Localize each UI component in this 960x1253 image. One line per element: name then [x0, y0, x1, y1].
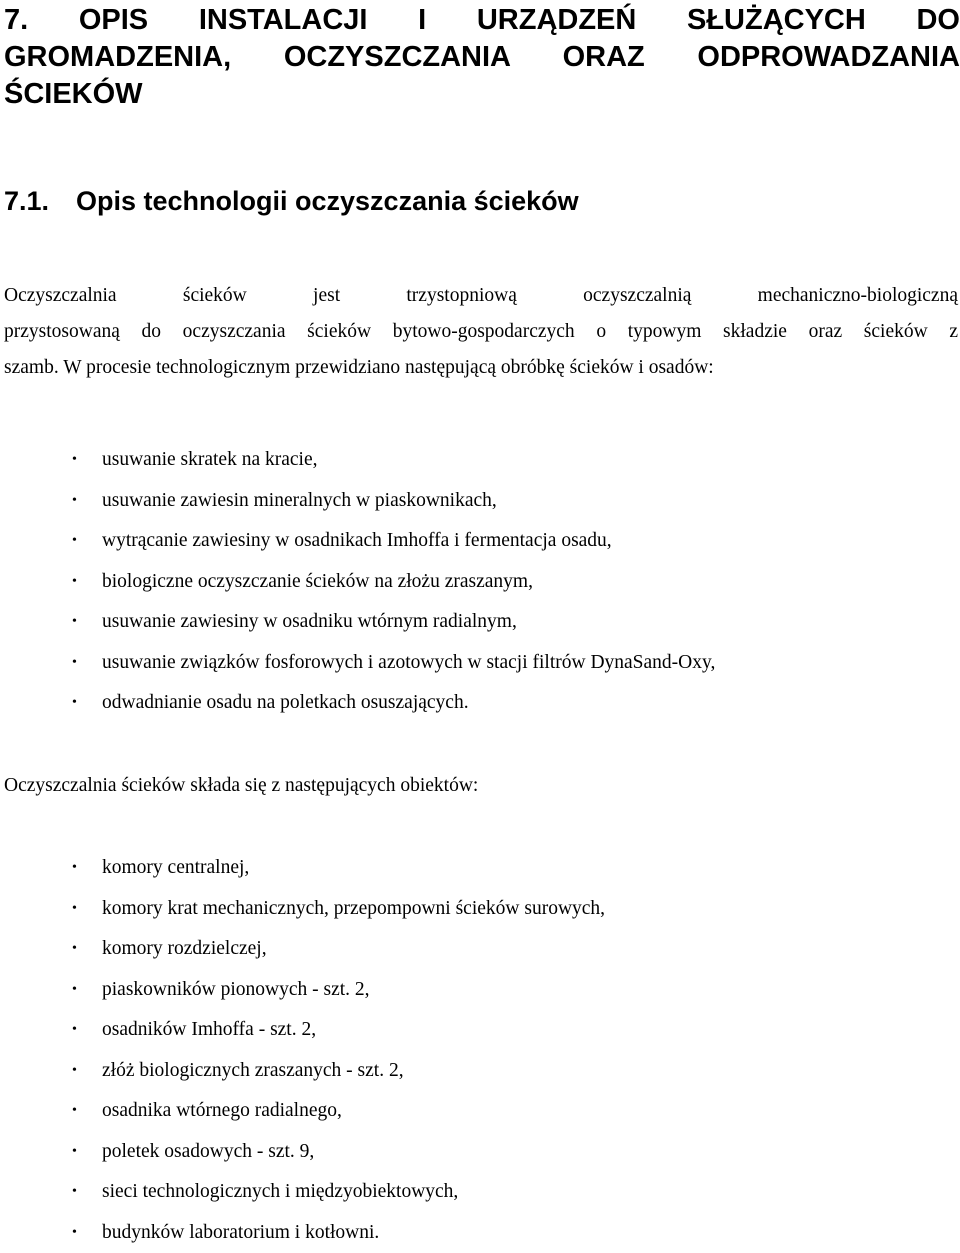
list-item: • wytrącanie zawiesiny w osadnikach Imhoffa i fermentacja osadu, [0, 521, 715, 562]
bullet-icon: • [72, 602, 77, 643]
chapter-title-line-3: ŚCIEKÓW [4, 76, 960, 113]
objects-intro-text: Oczyszczalnia ścieków składa się z następujących obiektów: [4, 768, 958, 804]
list-item: • piaskowników pionowych - szt. 2, [0, 970, 605, 1011]
bullet-icon: • [72, 683, 77, 724]
bullet-icon: • [72, 1132, 77, 1173]
section-title-text: Opis technologii oczyszczania ścieków [76, 186, 579, 216]
list-item: • usuwanie związków fosforowych i azotowych w stacji filtrów DynaSand-Oxy, [0, 643, 715, 684]
bullet-icon: • [72, 1051, 77, 1092]
bullet-icon: • [72, 1172, 77, 1213]
list-item: • komory centralnej, [0, 848, 605, 889]
list-item: • komory krat mechanicznych, przepompowni ścieków surowych, [0, 889, 605, 930]
list-item: • budynków laboratorium i kotłowni. [0, 1213, 605, 1253]
chapter-title-line-2: GROMADZENIA, OCZYSZCZANIA ORAZ ODPROWADZANIA [4, 39, 960, 76]
list-item: • poletek osadowych - szt. 9, [0, 1132, 605, 1173]
section-title [4, 183, 579, 219]
process-list [0, 440, 715, 724]
list-item: • usuwanie zawiesiny w osadniku wtórnym radialnym, [0, 602, 715, 643]
bullet-icon: • [72, 521, 77, 562]
list-item: • odwadnianie osadu na poletkach osuszających. [0, 683, 715, 724]
chapter-title-line-1: 7. OPIS INSTALACJI I URZĄDZEŃ SŁUŻĄCYCH DO [4, 2, 960, 39]
list-item: • usuwanie zawiesin mineralnych w piaskownikach, [0, 481, 715, 522]
bullet-icon: • [72, 889, 77, 930]
chapter-title [4, 2, 960, 113]
bullet-icon: • [72, 929, 77, 970]
section-number: 7.1. [4, 183, 76, 219]
list-item: • sieci technologicznych i międzyobiektowych, [0, 1172, 605, 1213]
bullet-icon: • [72, 970, 77, 1011]
intro-line-3: szamb. W procesie technologicznym przewidziano następującą obróbkę ścieków i osadów: [4, 350, 958, 386]
bullet-icon: • [72, 643, 77, 684]
bullet-icon: • [72, 1213, 77, 1253]
list-item: • złóż biologicznych zraszanych - szt. 2, [0, 1051, 605, 1092]
bullet-icon: • [72, 1091, 77, 1132]
intro-line-2: przystosowaną do oczyszczania ścieków bytowo-gospodarczych o typowym składzie oraz ścieków z [4, 314, 958, 350]
bullet-icon: • [72, 440, 77, 481]
list-item: • usuwanie skratek na kracie, [0, 440, 715, 481]
bullet-icon: • [72, 562, 77, 603]
list-item: • biologiczne oczyszczanie ścieków na złożu zraszanym, [0, 562, 715, 603]
intro-paragraph [4, 278, 958, 386]
bullet-icon: • [72, 481, 77, 522]
bullet-icon: • [72, 1010, 77, 1051]
intro-line-1: Oczyszczalnia ścieków jest trzystopniową oczyszczalnią mechaniczno-biologiczną [4, 278, 958, 314]
objects-list [0, 848, 605, 1253]
objects-intro-paragraph [4, 768, 958, 804]
list-item: • komory rozdzielczej, [0, 929, 605, 970]
bullet-icon: • [72, 848, 77, 889]
list-item: • osadników Imhoffa - szt. 2, [0, 1010, 605, 1051]
list-item: • osadnika wtórnego radialnego, [0, 1091, 605, 1132]
